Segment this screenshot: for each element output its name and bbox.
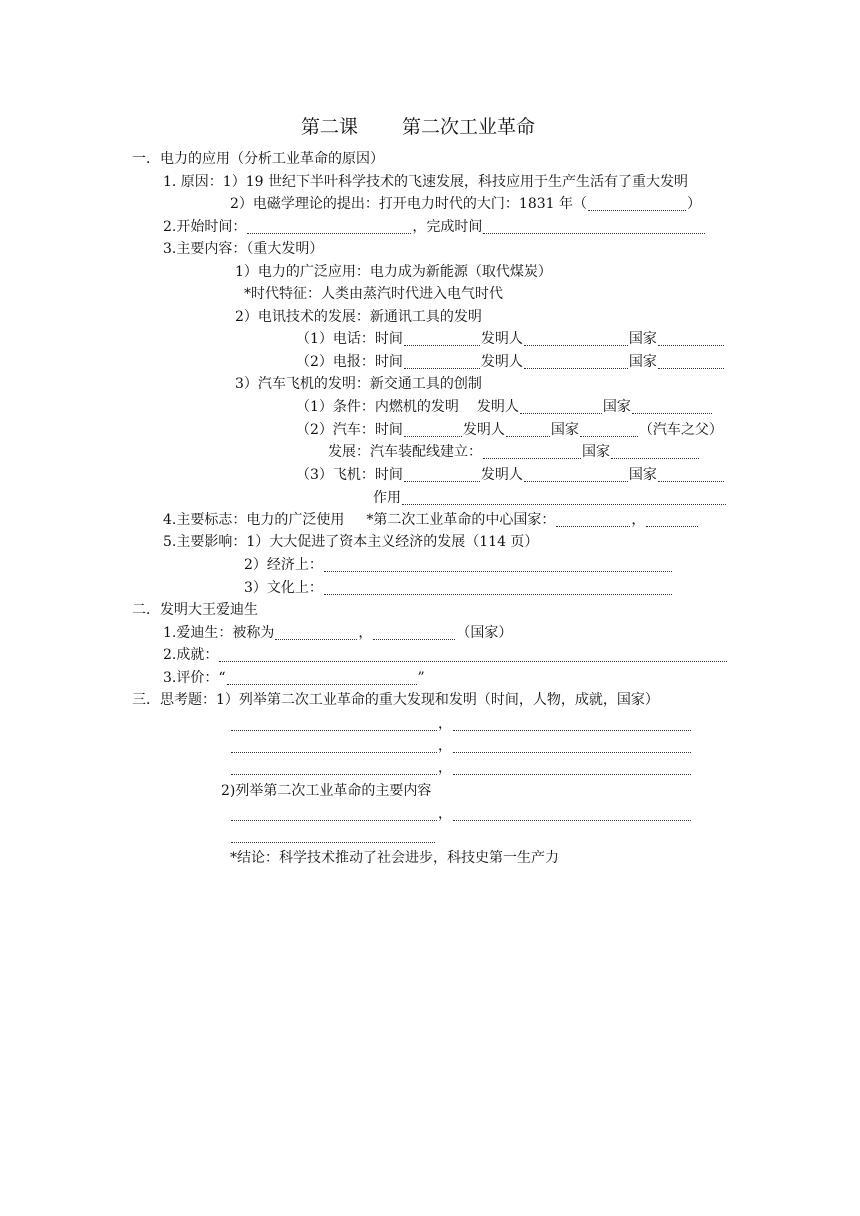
answer-blank[interactable] <box>231 738 437 753</box>
culture-blank[interactable] <box>324 580 672 595</box>
main-sign-line: 4.主要标志：电力的广泛使用 *第二次工业革命的中心国家： ， <box>163 510 699 530</box>
title-lesson: 第二课 <box>301 116 359 138</box>
answer-blank[interactable] <box>453 716 691 731</box>
edison-evaluation-blank[interactable] <box>227 670 417 685</box>
airplane-role-line: 作用 <box>373 488 727 508</box>
edison-achievement-line: 2.成就： <box>163 645 728 665</box>
airplane-line: （3）飞机：时间 发明人 国家 <box>296 465 725 485</box>
edison-title-line: 1.爱迪生：被称为 ， （国家） <box>163 625 513 641</box>
answer-blank[interactable] <box>231 806 437 821</box>
car-inventor-blank[interactable] <box>506 422 550 437</box>
telephone-line: （1）电话：时间 发明人 国家 <box>296 329 725 349</box>
main-content-line: 3.主要内容：（重大发明） <box>163 241 324 257</box>
answer-row-5 <box>230 826 436 846</box>
telecom-line: 2）电讯技术的发展：新通讯工具的发明 <box>235 309 482 325</box>
telephone-time-blank[interactable] <box>404 331 480 346</box>
car-line: （2）汽车：时间 发明人 国家 （汽车之父） <box>296 422 723 438</box>
assembly-blank[interactable] <box>483 444 581 459</box>
transport-line: 3）汽车飞机的发明：新交通工具的创制 <box>235 376 482 392</box>
cause-line-2: 2）电磁学理论的提出：打开电力时代的大门：1831 年（ ） <box>230 196 701 212</box>
era-feature-line: *时代特征：人类由蒸汽时代进入电气时代 <box>244 286 503 302</box>
airplane-time-blank[interactable] <box>404 467 480 482</box>
center-country-blank-1[interactable] <box>556 512 630 527</box>
section-2-heading: 二．发明大王爱迪生 <box>132 602 258 618</box>
answer-blank[interactable] <box>231 828 435 843</box>
answer-blank[interactable] <box>453 760 691 775</box>
engine-inventor-blank[interactable] <box>520 399 602 414</box>
telegraph-inventor-blank[interactable] <box>524 354 628 369</box>
answer-blank[interactable] <box>453 738 691 753</box>
telegraph-time-blank[interactable] <box>404 354 480 369</box>
economy-line: 2）经济上： <box>244 555 673 575</box>
question-2-line: 2)列举第二次工业革命的主要内容 <box>221 783 432 799</box>
engine-country-blank[interactable] <box>632 399 712 414</box>
cause-line-1: 1. 原因：1）19 世纪下半叶科学技术的飞速发展，科技应用于生产生活有了重大发明 <box>163 174 688 190</box>
engine-line: （1）条件：内燃机的发明 发明人 国家 <box>296 397 713 417</box>
start-time-line: 2.开始时间： ，完成时间 <box>163 217 706 237</box>
impact-line: 5.主要影响：1）大大促进了资本主义经济的发展（114 页） <box>163 534 539 550</box>
start-time-blank[interactable] <box>247 219 411 234</box>
answer-blank[interactable] <box>231 760 437 775</box>
answer-row-3: ， <box>230 758 692 778</box>
airplane-inventor-blank[interactable] <box>524 467 628 482</box>
answer-row-2: ， <box>230 736 692 756</box>
inventor-blank[interactable] <box>588 196 686 211</box>
assembly-country-blank[interactable] <box>611 444 699 459</box>
section-3-heading: 三．思考题：1）列举第二次工业革命的重大发现和发明（时间，人物，成就，国家） <box>132 692 659 708</box>
telephone-country-blank[interactable] <box>658 331 724 346</box>
telephone-inventor-blank[interactable] <box>524 331 628 346</box>
edison-evaluation-line: 3.评价：“ ” <box>163 670 425 686</box>
assembly-line-row: 发展：汽车装配线建立： 国家 <box>328 442 700 462</box>
conclusion-line: *结论：科学技术推动了社会进步，科技史第一生产力 <box>230 850 559 866</box>
edison-country-blank[interactable] <box>373 625 455 640</box>
culture-line: 3）文化上： <box>244 578 673 598</box>
answer-blank[interactable] <box>453 806 691 821</box>
center-country-blank-2[interactable] <box>646 512 698 527</box>
answer-row-4: ， <box>230 804 692 824</box>
answer-blank[interactable] <box>231 716 437 731</box>
economy-blank[interactable] <box>324 557 672 572</box>
car-country-blank[interactable] <box>580 422 638 437</box>
end-time-blank[interactable] <box>483 219 705 234</box>
airplane-role-blank[interactable] <box>402 490 726 505</box>
car-time-blank[interactable] <box>404 422 462 437</box>
section-1-heading: 一．电力的应用（分析工业革命的原因） <box>132 151 384 167</box>
title-topic: 第二次工业革命 <box>402 116 536 138</box>
telegraph-country-blank[interactable] <box>658 354 724 369</box>
airplane-country-blank[interactable] <box>658 467 724 482</box>
answer-row-1: ， <box>230 714 692 734</box>
edison-title-blank[interactable] <box>275 625 357 640</box>
telegraph-line: （2）电报：时间 发明人 国家 <box>296 352 725 372</box>
electricity-line: 1）电力的广泛应用：电力成为新能源（取代煤炭） <box>235 264 552 280</box>
edison-achievement-blank[interactable] <box>219 647 727 662</box>
page-title <box>301 114 535 140</box>
